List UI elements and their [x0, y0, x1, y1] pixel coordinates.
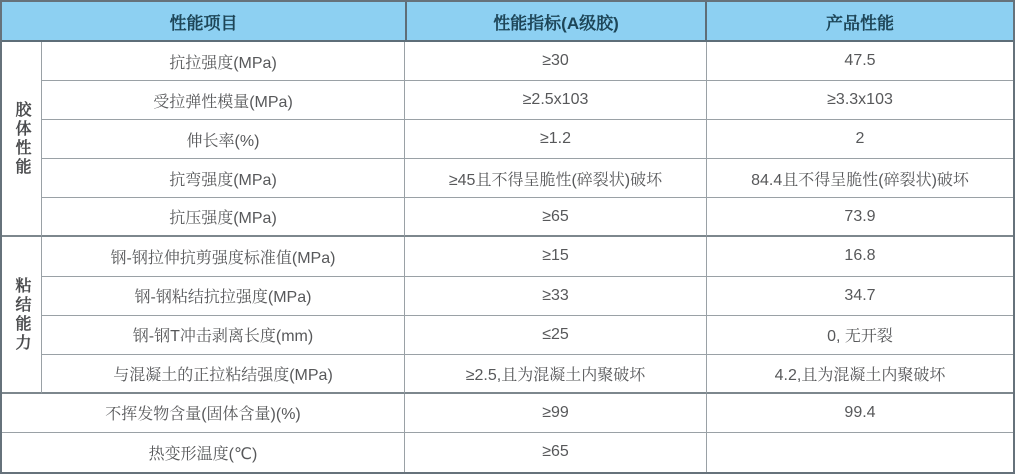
row-spec-flexural-strength: ≥45且不得呈脆性(碎裂状)破坏	[405, 159, 707, 198]
row-spec-nonvolatile-content: ≥99	[405, 394, 707, 433]
table-body	[2, 42, 1013, 472]
row-perf-steel-steel-t-impact-peel-length: 0, 无开裂	[707, 316, 1013, 355]
group-label-colloid-performance: 胶体性能	[2, 42, 42, 237]
row-item-concrete-normal-bond-strength: 与混凝土的正拉粘结强度(MPa)	[42, 355, 405, 394]
row-item-heat-distortion-temperature: 热变形温度(℃)	[2, 433, 405, 472]
row-item-tensile-elastic-modulus: 受拉弹性模量(MPa)	[42, 81, 405, 120]
row-item-steel-steel-bond-tensile-strength: 钢-钢粘结抗拉强度(MPa)	[42, 277, 405, 316]
row-perf-compressive-strength: 73.9	[707, 198, 1013, 237]
row-spec-steel-steel-t-impact-peel-length: ≤25	[405, 316, 707, 355]
table-header-row	[2, 2, 1013, 42]
row-item-compressive-strength: 抗压强度(MPa)	[42, 198, 405, 237]
row-spec-concrete-normal-bond-strength: ≥2.5,且为混凝土内聚破坏	[405, 355, 707, 394]
row-spec-compressive-strength: ≥65	[405, 198, 707, 237]
row-spec-tensile-strength: ≥30	[405, 42, 707, 81]
row-item-flexural-strength: 抗弯强度(MPa)	[42, 159, 405, 198]
row-item-steel-steel-shear-strength: 钢-钢拉伸抗剪强度标准值(MPa)	[42, 237, 405, 276]
row-spec-heat-distortion-temperature: ≥65	[405, 433, 707, 472]
row-perf-nonvolatile-content: 99.4	[707, 394, 1013, 433]
group-label-bonding-capability: 粘结能力	[2, 237, 42, 393]
row-item-nonvolatile-content: 不挥发物含量(固体含量)(%)	[2, 394, 405, 433]
row-item-tensile-strength: 抗拉强度(MPa)	[42, 42, 405, 81]
row-perf-heat-distortion-temperature	[707, 433, 1013, 472]
row-perf-concrete-normal-bond-strength: 4.2,且为混凝土内聚破坏	[707, 355, 1013, 394]
row-item-steel-steel-t-impact-peel-length: 钢-钢T冲击剥离长度(mm)	[42, 316, 405, 355]
row-perf-steel-steel-bond-tensile-strength: 34.7	[707, 277, 1013, 316]
header-performance-index: 性能指标(A级胶)	[405, 2, 705, 40]
row-perf-tensile-strength: 47.5	[707, 42, 1013, 81]
row-item-elongation: 伸长率(%)	[42, 120, 405, 159]
header-product-performance: 产品性能	[705, 2, 1013, 40]
row-spec-steel-steel-bond-tensile-strength: ≥33	[405, 277, 707, 316]
row-perf-elongation: 2	[707, 120, 1013, 159]
row-perf-flexural-strength: 84.4且不得呈脆性(碎裂状)破坏	[707, 159, 1013, 198]
row-spec-steel-steel-shear-strength: ≥15	[405, 237, 707, 276]
row-spec-tensile-elastic-modulus: ≥2.5x103	[405, 81, 707, 120]
row-perf-tensile-elastic-modulus: ≥3.3x103	[707, 81, 1013, 120]
header-performance-item: 性能项目	[169, 13, 238, 33]
row-perf-steel-steel-shear-strength: 16.8	[707, 237, 1013, 276]
row-spec-elongation: ≥1.2	[405, 120, 707, 159]
